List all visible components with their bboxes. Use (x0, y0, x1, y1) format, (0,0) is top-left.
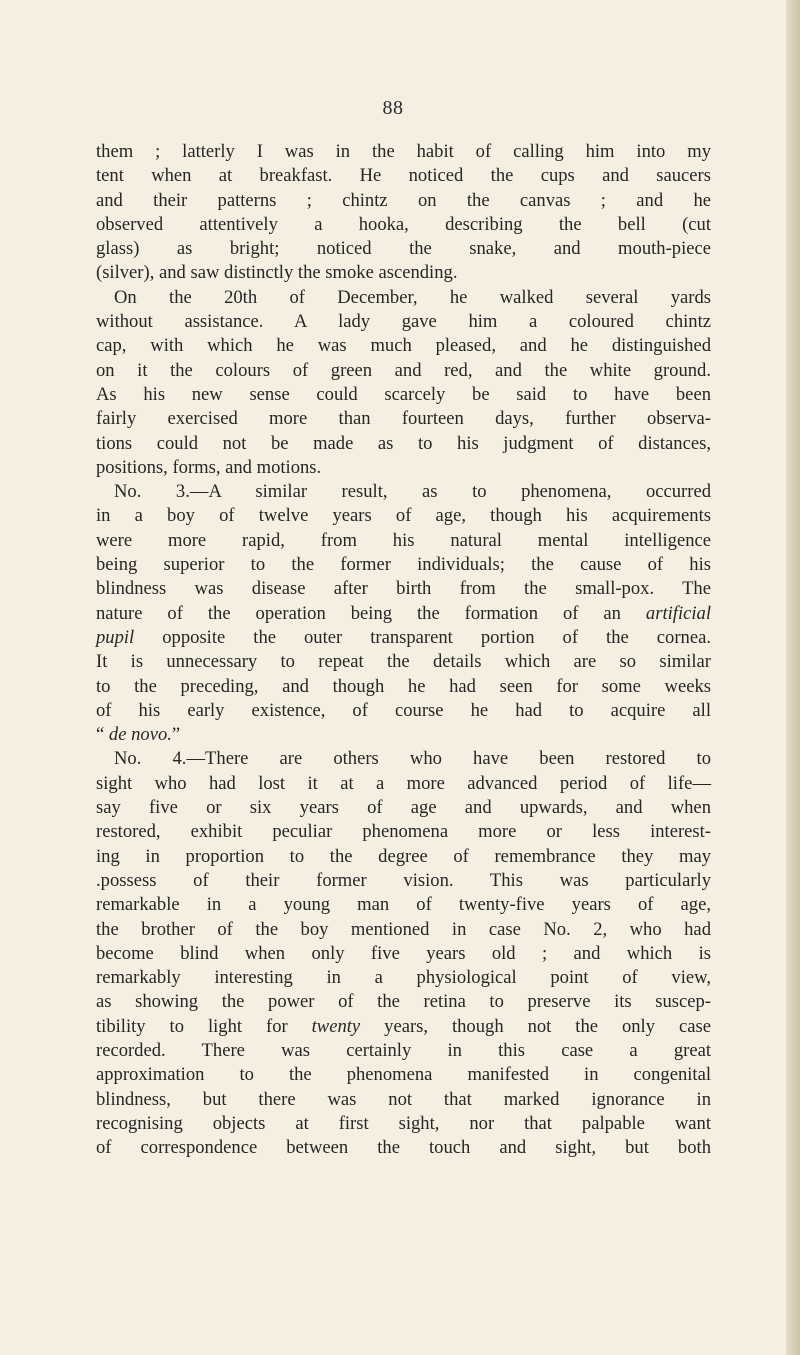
text-line-25: “ de novo.” (96, 724, 181, 746)
text-line-17: were more rapid, from his natural mental intelligence (96, 529, 711, 551)
text-line-14: positions, forms, and motions. (96, 456, 322, 478)
text-line-42: of correspondence between the touch and sight, but both (96, 1137, 711, 1159)
italic-de-novo: de novo. (108, 724, 172, 746)
text-line-8: without assistance. A lady gave him a coloured chintz (96, 311, 711, 333)
text-line-29: restored, exhibit peculiar phenomena more or less interest- (96, 821, 711, 843)
text-line-3: and their patterns ; chintz on the canvas ; and he (96, 189, 711, 211)
text-line-39: approximation to the phenomena manifested in congenital (96, 1064, 711, 1086)
italic-pupil: pupil (96, 626, 135, 648)
text-line-15: No. 3.—A similar result, as to phenomena, occurred (114, 481, 711, 503)
text-line-31: .possess of their former vision. This was particularly (96, 869, 711, 891)
text-line-18: being superior to the former individuals; the cause of his (96, 554, 711, 576)
text-line-22: It is unnecessary to repeat the details which are so similar (96, 651, 711, 673)
italic-artificial: artificial (645, 602, 711, 624)
text-line-5: glass) as bright; noticed the snake, and mouth-piece (96, 238, 711, 260)
text-line-1: them ; latterly I was in the habit of calling him into my (96, 141, 711, 162)
text-line-11: As his new sense could scarcely be said to have been (96, 383, 711, 405)
page-edge-shadow (786, 0, 800, 1355)
text-line-19: blindness was disease after birth from the small-pox. The (96, 578, 711, 600)
text-line-38: recorded. There was certainly in this case a great (96, 1039, 711, 1061)
text-line-35: remarkably interesting in a physiological point of view, (96, 967, 711, 989)
text-line-28: say five or six years of age and upwards, and when (96, 797, 711, 819)
text-line-7: On the 20th of December, he walked several yards (114, 286, 711, 308)
text-line-20: nature of the operation being the formation of an artificial (96, 602, 711, 624)
text-line-40: blindness, but there was not that marked ignorance in (96, 1088, 711, 1110)
text-line-37: tibility to light for twenty years, though not the only case (96, 1015, 711, 1037)
text-line-6: (silver), and saw distinctly the smoke ascending. (96, 262, 458, 284)
body-text (96, 140, 711, 1160)
text-line-12: fairly exercised more than fourteen days, further observa- (96, 408, 711, 430)
text-line-27: sight who had lost it at a more advanced period of life— (96, 772, 711, 794)
text-line-26: No. 4.—There are others who have been restored to (114, 748, 711, 770)
text-line-16: in a boy of twelve years of age, though his acquirements (96, 505, 711, 527)
text-line-34: become blind when only five years old ; and which is (96, 942, 711, 964)
text-line-10: on it the colours of green and red, and the white ground. (96, 359, 711, 381)
text-line-41: recognising objects at first sight, nor that palpable want (96, 1112, 711, 1134)
text-line-32: remarkable in a young man of twenty-five years of age, (96, 894, 711, 916)
italic-twenty: twenty (311, 1015, 361, 1037)
text-line-24: of his early existence, of course he had to acquire all (96, 699, 711, 721)
text-line-2: tent when at breakfast. He noticed the cups and saucers (96, 165, 711, 187)
text-line-4: observed attentively a hooka, describing the bell (cut (96, 213, 711, 235)
text-line-33: the brother of the boy mentioned in case No. 2, who had (96, 918, 711, 940)
text-line-9: cap, with which he was much pleased, and he distinguished (96, 335, 711, 357)
text-line-21: pupil opposite the outer transparent portion of the cornea. (96, 626, 711, 648)
text-line-23: to the preceding, and though he had seen for some weeks (96, 675, 711, 697)
text-line-30: ing in proportion to the degree of remembrance they may (96, 845, 711, 867)
text-line-36: as showing the power of the retina to preserve its suscep- (96, 991, 711, 1013)
text-line-13: tions could not be made as to his judgment of distances, (96, 432, 711, 454)
page-number: 88 (382, 97, 404, 119)
